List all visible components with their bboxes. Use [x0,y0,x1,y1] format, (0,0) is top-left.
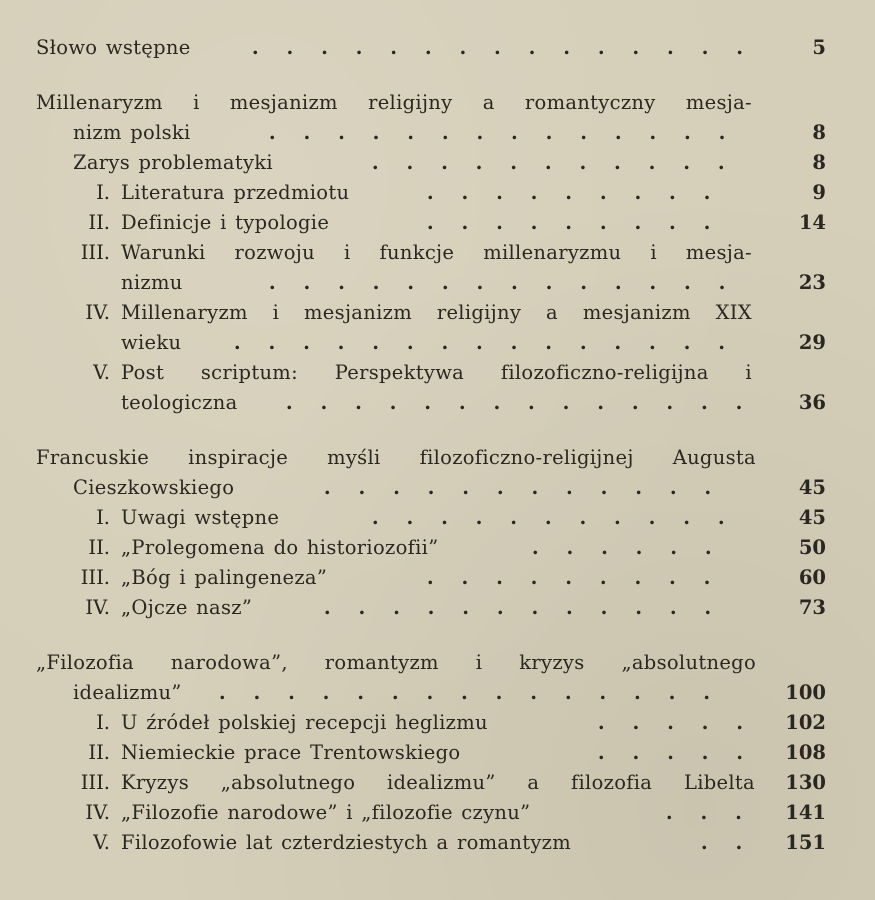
toc-entry-section-3-chapter-2[interactable] [0,738,875,768]
toc-entry-section-3-chapter-3[interactable] [0,768,875,798]
entry-title: „Prolegomena do historiozofii” [121,536,439,559]
page-number: 108 [785,741,826,764]
leader-dots: . . . . . [597,741,744,764]
toc-entry-section-1-chapter-3-line1[interactable] [0,238,875,268]
chapter-number: I. [96,181,110,204]
entry-title: Millenaryzm i mesjanizm religijny a mesjanizm XIX [121,301,752,324]
entry-title: Słowo wstępne [36,36,191,59]
chapter-number: III. [80,771,110,794]
chapter-number: II. [88,211,110,234]
entry-title: „Filozofia narodowa”, romantyzm i kryzys „absolutnego [36,651,756,674]
leader-dots: . . . . . . [531,536,712,559]
toc-entry-section-1-chapter-2[interactable] [0,208,875,238]
entry-title: Literatura przedmiotu [121,181,350,204]
leader-dots: . . . . . [597,711,744,734]
page-number: 9 [812,181,826,204]
entry-title: Warunki rozwoju i funkcje millenaryzmu i mesja- [121,241,752,264]
chapter-number: I. [96,711,110,734]
page-number: 29 [798,331,826,354]
page-number: 23 [798,271,826,294]
entry-title: Uwagi wstępne [121,506,280,529]
page-number: 8 [812,151,826,174]
toc-entry-section-2-chapter-1[interactable] [0,503,875,533]
entry-title: Zarys problematyki [73,151,273,174]
entry-title: Definicje i typologie [121,211,330,234]
leader-dots: . . . . . . . . . [426,211,711,234]
toc-entry-section-1-line2[interactable] [0,118,875,148]
toc-entry-section-2-chapter-2[interactable] [0,533,875,563]
leader-dots: . . . . . . . . . . . . . . . [251,36,743,59]
chapter-number: V. [93,361,110,384]
chapter-number: IV. [85,301,110,324]
chapter-number: IV. [85,596,110,619]
page-number: 45 [798,506,826,529]
toc-entry-section-1-chapter-5-line1[interactable] [0,358,875,388]
page-number: 5 [812,36,826,59]
entry-title-continued: nizm polski [73,121,191,144]
leader-dots: . . . . . . . . . . . . [323,476,712,499]
toc-entry-section-1-chapter-1[interactable] [0,178,875,208]
toc-entry-section-2-chapter-4[interactable] [0,593,875,623]
entry-title: „Filozofie narodowe” i „filozofie czynu” [121,801,531,824]
chapter-number: I. [96,506,110,529]
toc-entry-section-3-chapter-1[interactable] [0,708,875,738]
leader-dots: . . . . . . . . . [426,181,711,204]
chapter-number: II. [88,536,110,559]
page-number: 141 [785,801,826,824]
leader-dots: . . . . . . . . . . . . [323,596,712,619]
entry-title: U źródeł polskiej recepcji heglizmu [121,711,488,734]
toc-entry-section-2-line2[interactable] [0,473,875,503]
page-number: 100 [785,681,826,704]
entry-title: Post scriptum: Perspektywa filozoficzno-religijna i [121,361,752,384]
toc-entry-section-3-line1[interactable] [0,648,875,678]
leader-dots: . . . . . . . . . . . [371,506,725,529]
entry-title-continued: Cieszkowskiego [73,476,235,499]
entry-title: Filozofowie lat czterdziestych a romantyzm [121,831,572,854]
entry-title-continued: idealizmu” [73,681,182,704]
toc-entry-section-1-chapter-4-line1[interactable] [0,298,875,328]
leader-dots: . . . . . . . . . . . . . . [268,271,726,294]
page-number: 130 [785,771,826,794]
page-number: 14 [798,211,826,234]
entry-title: Niemieckie prace Trentowskiego [121,741,461,764]
chapter-number: V. [93,831,110,854]
page-number: 45 [798,476,826,499]
toc-entry-section-3-chapter-4[interactable] [0,798,875,828]
toc-entry-section-1-line1[interactable] [0,88,875,118]
page-number: 50 [798,536,826,559]
chapter-number: III. [80,241,110,264]
entry-title: „Ojcze nasz” [121,596,253,619]
entry-title-continued: wieku [121,331,182,354]
entry-title-continued: nizmu [121,271,183,294]
entry-title-continued: teologiczna [121,391,238,414]
leader-dots: . . . . . . . . . . . . . . [268,121,726,144]
toc-entry-section-2-line1[interactable] [0,443,875,473]
entry-title: Millenaryzm i mesjanizm religijny a romantyczny mesja- [36,91,752,114]
page-number: 60 [798,566,826,589]
leader-dots: . . . . . . . . . . . . . . . [218,681,710,704]
chapter-number: III. [80,566,110,589]
leader-dots: . . . . . . . . . [426,566,711,589]
toc-entry-section-1-chapter-4-line2[interactable] [0,328,875,358]
toc-entry-section-1-chapter-3-line2[interactable] [0,268,875,298]
page-number: 151 [785,831,826,854]
page-number: 73 [798,596,826,619]
leader-dots: . . . . . . . . . . . . . . [285,391,743,414]
toc-entry-section-2-chapter-3[interactable] [0,563,875,593]
page-number: 36 [798,391,826,414]
page-number: 102 [785,711,826,734]
toc-entry-section-1-intro[interactable] [0,148,875,178]
toc-entry-section-1-chapter-5-line2[interactable] [0,388,875,418]
entry-title: Francuskie inspiracje myśli filozoficzno-religijnej Augusta [36,446,756,469]
chapter-number: II. [88,741,110,764]
page-number: 8 [812,121,826,144]
leader-dots: . . . . . . . . . . . [371,151,725,174]
leader-dots: . . [700,831,743,854]
entry-title: Kryzys „absolutnego idealizmu” a filozofia Libelta [121,771,755,794]
toc-entry-section-3-line2[interactable] [0,678,875,708]
entry-title: „Bóg i palingeneza” [121,566,328,589]
toc-entry-foreword[interactable] [0,33,875,63]
leader-dots: . . . [665,801,742,824]
chapter-number: IV. [85,801,110,824]
leader-dots: . . . . . . . . . . . . . . . [233,331,725,354]
toc-entry-section-3-chapter-5[interactable] [0,828,875,858]
